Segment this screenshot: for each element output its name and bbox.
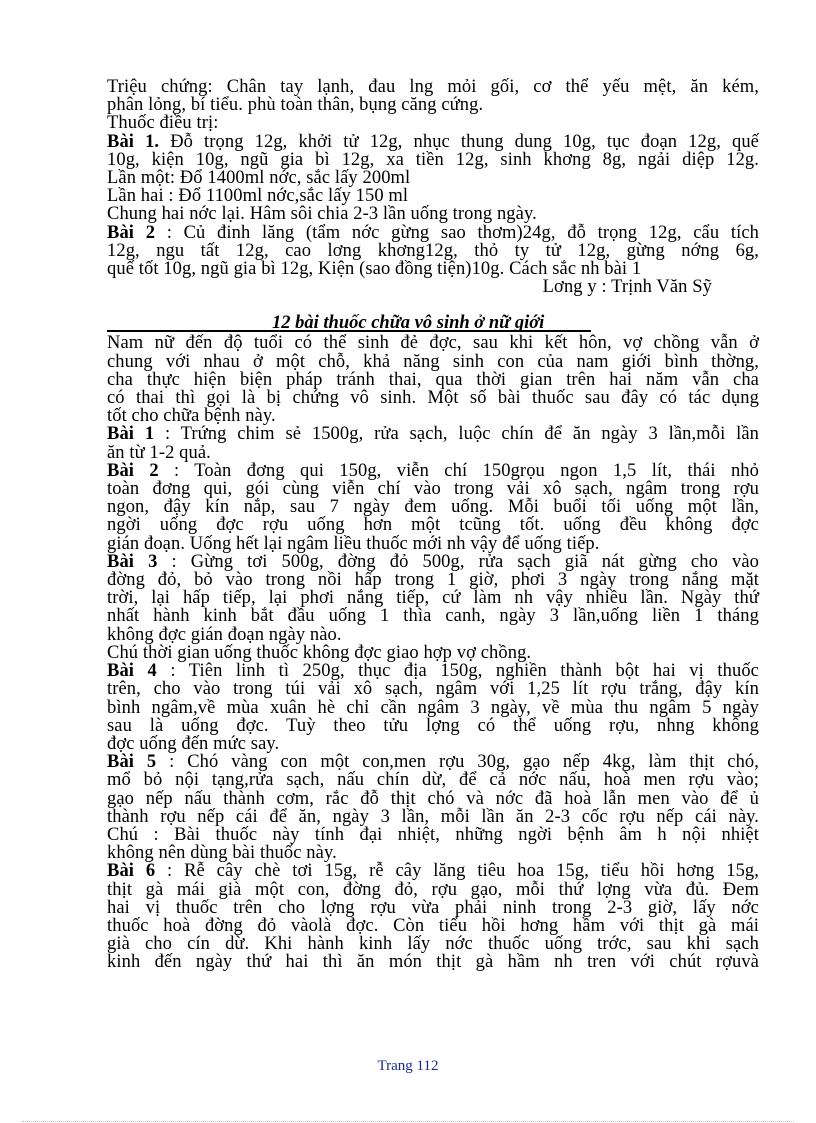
text-line: ngon, đậy kín nắp, sau 7 ngày đem uống. Mỗi buổi tối uống một lần, bbox=[107, 497, 759, 518]
recipe-first-line: Bài 1. Đỗ trọng 12g, khởi tử 12g, nhục thung dung 10g, tục đoạn 12g, quế bbox=[107, 131, 759, 152]
text-line: nhất hành kinh bắt đầu uống 1 thìa canh, ngày 3 lần,uống liền 1 tháng bbox=[107, 606, 759, 627]
text-line: bình ngâm,về mùa xuân hè chỉ cần ngâm 3 ngày, về mùa thu ngâm 5 ngày bbox=[107, 697, 759, 718]
recipe-label: Bài 1 bbox=[107, 424, 155, 445]
text-line: ngời uống đợc rợu uống hơn một tcũng tốt. uống đều không đợc bbox=[107, 515, 759, 536]
recipe-first-line: Bài 2 : Toàn đơng qui 150g, viễn chí 150grọu ngon 1,5 lít, thái nhỏ bbox=[107, 460, 760, 481]
recipe-first-line: Bài 5 : Chó vàng con một con,men rợu 30g, gạo nếp 4kg, làm thịt chó, bbox=[107, 752, 759, 773]
text-line: mổ bỏ nội tạng,rửa sạch, nấu chín dừ, để cả nớc nấu, hoà men rợu vào; bbox=[107, 770, 759, 791]
text-line: Lần hai : Đổ 1100ml nớc,sắc lấy 150 ml bbox=[107, 186, 409, 207]
text-line: Triệu chứng: Chân tay lạnh, đau lng mỏi gối, cơ thể yếu mệt, ăn kém, bbox=[107, 77, 759, 97]
text-line: đợc uống đến mức say. bbox=[107, 733, 280, 754]
text-line: Thuốc điều trị: bbox=[107, 113, 219, 134]
section-title: 12 bài thuốc chữa vô sinh ở nữ giới bbox=[272, 313, 545, 334]
text-line: Chung hai nớc lại. Hâm sôi chia 2-3 lần uống trong ngày. bbox=[107, 204, 537, 225]
section-heading bbox=[107, 314, 759, 334]
text-line: thành rợu nếp cái để ăn, ngày 3 lần, mỗi lần ăn 2-3 cốc rợu nếp cái này. bbox=[107, 806, 759, 827]
page-edge-divider bbox=[22, 1121, 794, 1122]
text-line: già cho cín dừ. Khi hành kinh lấy nớc thuốc uống trớc, sau khi sạch bbox=[107, 934, 759, 955]
text-line: ăn từ 1-2 quả. bbox=[107, 442, 211, 463]
author-signature: Lơng y : Trịnh Văn Sỹ bbox=[542, 277, 712, 298]
recipe-first-line: Bài 6 : Rễ cây chè tơi 15g, rễ cây lăng tiêu hoa 15g, tiểu hồi hơng 15g, bbox=[107, 861, 760, 882]
text-line: trên, cho vào trong túi vải xô sạch, ngâm với 1,25 lít rợu trắng, đậy kín bbox=[107, 679, 759, 700]
recipe-label: Bài 2 bbox=[107, 222, 156, 243]
recipe-first-line: Bài 3 : Gừng tơi 500g, đờng đỏ 500g, rửa sạch giã nát gừng cho vào bbox=[107, 551, 759, 572]
text-line: gián đoạn. Uống hết lại ngâm liều thuốc mới nh vậy để uống tiếp. bbox=[107, 533, 600, 554]
recipe-label: Bài 6 bbox=[107, 861, 156, 882]
text-line: Nam nữ đến độ tuổi có thể sinh đẻ đợc, sau khi kết hôn, vợ chồng vẫn ở bbox=[107, 333, 759, 354]
text-line: cha thực hiện biện pháp tránh thai, qua thời gian trên hai năm vẫn cha bbox=[107, 369, 759, 390]
recipe-first-line: Bài 1 : Trứng chim sẻ 1500g, rửa sạch, luộc chín để ăn ngày 3 lần,mỗi lần bbox=[107, 424, 759, 445]
recipe-label: Bài 5 bbox=[107, 752, 157, 773]
text-line: chung với nhau ở một chỗ, khả năng sinh con của nam giới bình thờng, bbox=[107, 351, 759, 372]
text-line: không nên dùng bài thuốc này. bbox=[107, 843, 337, 864]
text-line: đờng đỏ, bỏ vào trong nồi hấp trong 1 giờ, phơi 3 ngày trong nắng mặt bbox=[107, 570, 759, 591]
text-line: quế tốt 10g, ngũ gia bì 12g, Kiện (sao đồng tiện)10g. Cách sắc nh bài 1 bbox=[107, 259, 642, 280]
text-line: Chú : Bài thuốc này tính đại nhiệt, những ngời bệnh âm h nội nhiệt bbox=[107, 824, 759, 845]
recipe-label: Bài 4 bbox=[107, 661, 157, 682]
text-line: trời, lại hấp tiếp, lại phơi nắng tiếp, cứ làm nh vậy nhiều lần. Ngày thứ bbox=[107, 588, 759, 609]
recipe-label: Bài 3 bbox=[107, 551, 158, 572]
text-line: Lần một: Đổ 1400ml nớc, sắc lấy 200ml bbox=[107, 168, 411, 189]
page-body bbox=[107, 78, 759, 972]
text-line: thịt gà mái già một con, đờng đỏ, rợu gạo, mỗi thứ lợng vừa đủ. Đem bbox=[107, 879, 759, 900]
text-line: tốt cho chữa bệnh này. bbox=[107, 406, 276, 427]
text-line: phân lỏng, bí tiểu. phù toàn thân, bụng căng cứng. bbox=[107, 95, 484, 116]
page-number: Trang 112 bbox=[377, 1058, 439, 1074]
text-line: kinh đến ngày thứ hai thì ăn món thịt gà hầm nh tren với chút rợuvà bbox=[107, 952, 759, 973]
text-line: hai vị thuốc trên cho lợng rợu vừa phải ninh trong 2-3 giờ, lấy nớc bbox=[107, 897, 759, 918]
text-line: có thai thì gọi là bị chứng vô sinh. Một số bài thuốc sau đây có tác dụng bbox=[107, 388, 759, 409]
text-line: Chú thời gian uống thuốc không đợc giao hợp vợ chồng. bbox=[107, 642, 532, 663]
text-line: sau là uống đợc. Tuỳ theo tửu lợng có thể uống rợu, nhng không bbox=[107, 715, 759, 736]
recipe-label: Bài 1. bbox=[107, 131, 160, 152]
text-line: 12g, ngu tất 12g, cao lơng khơng12g, thỏ ty tử 12g, gừng nớng 6g, bbox=[107, 240, 759, 261]
text-line: 10g, kiện 10g, ngũ gia bì 12g, xa tiền 12g, sinh khơng 8g, ngải diệp 12g. bbox=[107, 149, 759, 170]
text-line: toàn đơng qui, gói cùng viễn chí vào trong vải xô sạch, ngâm trong rợu bbox=[107, 479, 759, 500]
text-line: gạo nếp nấu thành cơm, rắc đỗ thịt chó và nớc đã hoà lẫn men vào để ủ bbox=[107, 788, 759, 809]
recipe-label: Bài 2 bbox=[107, 460, 159, 481]
text-line: không đợc gián đoạn ngày nào. bbox=[107, 624, 342, 645]
recipe-first-line: Bài 2 : Củ đinh lăng (tẩm nớc gừng sao thơm)24g, đỗ trọng 12g, cẩu tích bbox=[107, 222, 759, 243]
text-line: thuốc hoà đờng đỏ vàolà đợc. Còn tiểu hồi hơng hầm với thịt gà mái bbox=[107, 915, 759, 936]
recipe-first-line: Bài 4 : Tiên linh tì 250g, thục địa 150g, nghiền thành bột hai vị thuốc bbox=[107, 661, 759, 682]
